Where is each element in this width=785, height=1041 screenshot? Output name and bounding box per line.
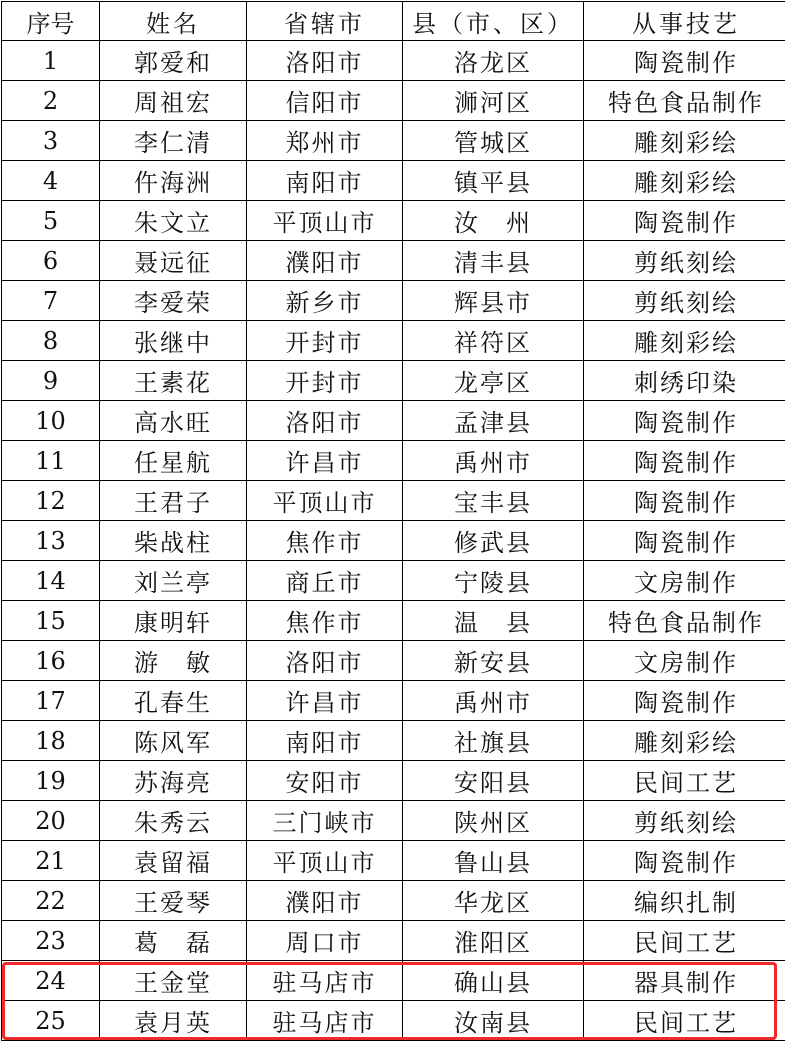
cell-county: 浉河区 — [403, 81, 584, 121]
cell-name: 王君子 — [100, 481, 247, 521]
cell-name: 李仁清 — [100, 121, 247, 161]
header-city: 省辖市 — [247, 2, 403, 41]
cell-skill: 雕刻彩绘 — [584, 161, 785, 201]
cell-serial: 20 — [2, 801, 100, 841]
cell-county: 陕州区 — [403, 801, 584, 841]
header-county: 县（市、区） — [403, 2, 584, 41]
table-row — [2, 521, 785, 561]
cell-skill: 剪纸刻绘 — [584, 241, 785, 281]
cell-skill: 民间工艺 — [584, 921, 785, 961]
table-row — [2, 1001, 785, 1041]
cell-name: 任星航 — [100, 441, 247, 481]
table-row — [2, 161, 785, 201]
cell-name: 袁留福 — [100, 841, 247, 881]
cell-skill: 器具制作 — [584, 961, 785, 1001]
cell-serial: 6 — [2, 241, 100, 281]
cell-name: 周祖宏 — [100, 81, 247, 121]
table-row — [2, 841, 785, 881]
cell-name: 王爱琴 — [100, 881, 247, 921]
cell-city: 平顶山市 — [247, 201, 403, 241]
cell-county: 祥符区 — [403, 321, 584, 361]
header-row — [2, 2, 785, 41]
table-row — [2, 801, 785, 841]
cell-city: 濮阳市 — [247, 241, 403, 281]
cell-name: 王金堂 — [100, 961, 247, 1001]
cell-serial: 15 — [2, 601, 100, 641]
cell-county: 新安县 — [403, 641, 584, 681]
cell-county: 确山县 — [403, 961, 584, 1001]
cell-city: 洛阳市 — [247, 401, 403, 441]
cell-serial: 11 — [2, 441, 100, 481]
cell-name: 袁月英 — [100, 1001, 247, 1041]
cell-county: 孟津县 — [403, 401, 584, 441]
cell-county: 修武县 — [403, 521, 584, 561]
cell-skill: 雕刻彩绘 — [584, 121, 785, 161]
cell-city: 焦作市 — [247, 521, 403, 561]
table-row — [2, 881, 785, 921]
cell-serial: 24 — [2, 961, 100, 1001]
cell-city: 平顶山市 — [247, 841, 403, 881]
cell-city: 驻马店市 — [247, 1001, 403, 1041]
cell-skill: 雕刻彩绘 — [584, 321, 785, 361]
cell-name: 高水旺 — [100, 401, 247, 441]
cell-city: 信阳市 — [247, 81, 403, 121]
cell-city: 许昌市 — [247, 681, 403, 721]
cell-skill: 文房制作 — [584, 641, 785, 681]
cell-serial: 2 — [2, 81, 100, 121]
cell-city: 洛阳市 — [247, 41, 403, 81]
cell-serial: 4 — [2, 161, 100, 201]
cell-skill: 剪纸刻绘 — [584, 801, 785, 841]
table-row — [2, 41, 785, 81]
cell-city: 安阳市 — [247, 761, 403, 801]
cell-serial: 10 — [2, 401, 100, 441]
cell-serial: 18 — [2, 721, 100, 761]
header-serial: 序号 — [2, 2, 100, 41]
cell-city: 新乡市 — [247, 281, 403, 321]
cell-city: 濮阳市 — [247, 881, 403, 921]
cell-name: 王素花 — [100, 361, 247, 401]
cell-county: 清丰县 — [403, 241, 584, 281]
table-row — [2, 481, 785, 521]
cell-serial: 8 — [2, 321, 100, 361]
cell-city: 洛阳市 — [247, 641, 403, 681]
cell-city: 南阳市 — [247, 721, 403, 761]
cell-county: 洛龙区 — [403, 41, 584, 81]
cell-serial: 13 — [2, 521, 100, 561]
cell-skill: 剪纸刻绘 — [584, 281, 785, 321]
table-row — [2, 761, 785, 801]
cell-county: 社旗县 — [403, 721, 584, 761]
cell-city: 焦作市 — [247, 601, 403, 641]
cell-name: 仵海洲 — [100, 161, 247, 201]
cell-county: 宁陵县 — [403, 561, 584, 601]
cell-name: 苏海亮 — [100, 761, 247, 801]
header-skill: 从事技艺 — [584, 2, 785, 41]
cell-county: 汝南县 — [403, 1001, 584, 1041]
table-row — [2, 321, 785, 361]
cell-skill: 刺绣印染 — [584, 361, 785, 401]
cell-skill: 特色食品制作 — [584, 81, 785, 121]
cell-city: 驻马店市 — [247, 961, 403, 1001]
table-row — [2, 201, 785, 241]
table-row — [2, 721, 785, 761]
cell-skill: 特色食品制作 — [584, 601, 785, 641]
table-row — [2, 401, 785, 441]
cell-serial: 14 — [2, 561, 100, 601]
table-body — [2, 41, 785, 1041]
cell-serial: 16 — [2, 641, 100, 681]
cell-county: 安阳县 — [403, 761, 584, 801]
cell-county: 淮阳区 — [403, 921, 584, 961]
cell-city: 南阳市 — [247, 161, 403, 201]
cell-county: 镇平县 — [403, 161, 584, 201]
cell-name: 郭爱和 — [100, 41, 247, 81]
cell-skill: 民间工艺 — [584, 1001, 785, 1041]
cell-serial: 19 — [2, 761, 100, 801]
cell-skill: 编织扎制 — [584, 881, 785, 921]
table-row — [2, 281, 785, 321]
table-row — [2, 561, 785, 601]
cell-serial: 1 — [2, 41, 100, 81]
cell-skill: 雕刻彩绘 — [584, 721, 785, 761]
cell-county: 鲁山县 — [403, 841, 584, 881]
table-row — [2, 681, 785, 721]
table-row — [2, 961, 785, 1001]
cell-name: 康明轩 — [100, 601, 247, 641]
cell-name: 刘兰亭 — [100, 561, 247, 601]
cell-skill: 陶瓷制作 — [584, 841, 785, 881]
cell-serial: 3 — [2, 121, 100, 161]
header-name: 姓名 — [100, 2, 247, 41]
table-row — [2, 361, 785, 401]
cell-serial: 23 — [2, 921, 100, 961]
cell-city: 平顶山市 — [247, 481, 403, 521]
cell-name: 朱文立 — [100, 201, 247, 241]
cell-name: 游 敏 — [100, 641, 247, 681]
cell-city: 开封市 — [247, 321, 403, 361]
cell-name: 朱秀云 — [100, 801, 247, 841]
cell-skill: 陶瓷制作 — [584, 201, 785, 241]
cell-serial: 9 — [2, 361, 100, 401]
table-row — [2, 921, 785, 961]
cell-name: 葛 磊 — [100, 921, 247, 961]
cell-skill: 文房制作 — [584, 561, 785, 601]
cell-serial: 25 — [2, 1001, 100, 1041]
cell-name: 孔春生 — [100, 681, 247, 721]
cell-name: 陈风军 — [100, 721, 247, 761]
cell-name: 李爱荣 — [100, 281, 247, 321]
cell-city: 许昌市 — [247, 441, 403, 481]
cell-county: 禹州市 — [403, 441, 584, 481]
cell-serial: 5 — [2, 201, 100, 241]
cell-city: 三门峡市 — [247, 801, 403, 841]
cell-city: 郑州市 — [247, 121, 403, 161]
cell-county: 禹州市 — [403, 681, 584, 721]
table-row — [2, 441, 785, 481]
artisan-table — [1, 1, 785, 1041]
cell-serial: 7 — [2, 281, 100, 321]
table-row — [2, 121, 785, 161]
table-row — [2, 81, 785, 121]
cell-city: 开封市 — [247, 361, 403, 401]
cell-county: 温 县 — [403, 601, 584, 641]
cell-skill: 陶瓷制作 — [584, 481, 785, 521]
cell-name: 柴战柱 — [100, 521, 247, 561]
table-row — [2, 601, 785, 641]
cell-skill: 民间工艺 — [584, 761, 785, 801]
cell-skill: 陶瓷制作 — [584, 41, 785, 81]
cell-name: 聂远征 — [100, 241, 247, 281]
cell-county: 龙亭区 — [403, 361, 584, 401]
cell-city: 周口市 — [247, 921, 403, 961]
cell-skill: 陶瓷制作 — [584, 681, 785, 721]
cell-city: 商丘市 — [247, 561, 403, 601]
cell-serial: 12 — [2, 481, 100, 521]
cell-serial: 21 — [2, 841, 100, 881]
cell-county: 汝 州 — [403, 201, 584, 241]
cell-skill: 陶瓷制作 — [584, 401, 785, 441]
cell-county: 辉县市 — [403, 281, 584, 321]
cell-skill: 陶瓷制作 — [584, 521, 785, 561]
cell-county: 宝丰县 — [403, 481, 584, 521]
cell-skill: 陶瓷制作 — [584, 441, 785, 481]
table-row — [2, 641, 785, 681]
table-row — [2, 241, 785, 281]
cell-serial: 22 — [2, 881, 100, 921]
cell-county: 管城区 — [403, 121, 584, 161]
cell-serial: 17 — [2, 681, 100, 721]
cell-name: 张继中 — [100, 321, 247, 361]
cell-county: 华龙区 — [403, 881, 584, 921]
